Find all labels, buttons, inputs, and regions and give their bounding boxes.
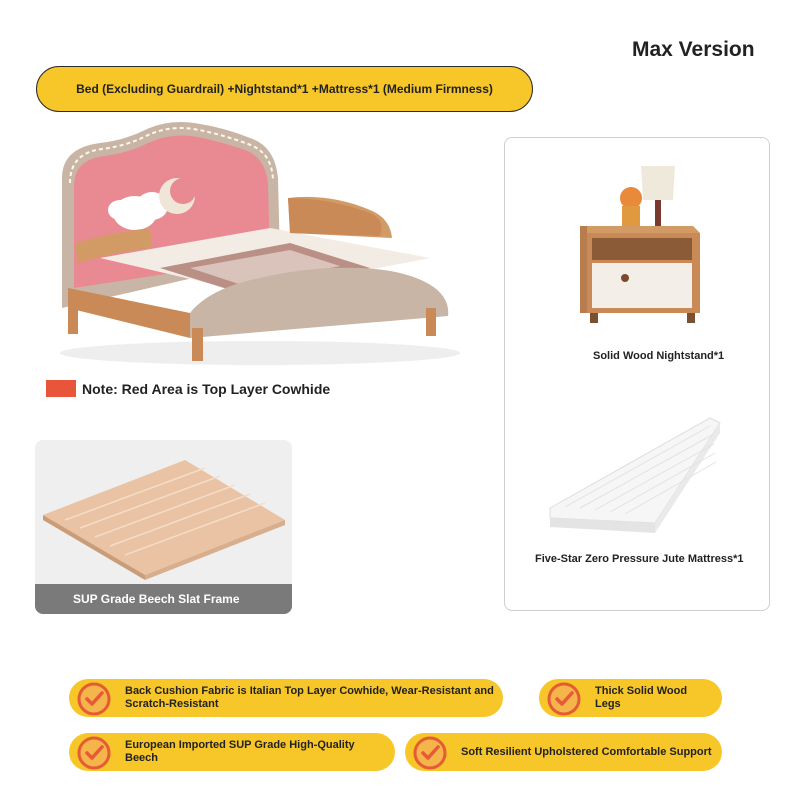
nightstand-image bbox=[505, 138, 771, 338]
cowhide-swatch bbox=[46, 380, 76, 397]
slat-frame-card bbox=[35, 440, 292, 614]
bed-image bbox=[40, 118, 470, 368]
slat-frame-caption: SUP Grade Beech Slat Frame bbox=[35, 584, 292, 614]
check-badge-icon bbox=[77, 736, 111, 770]
check-badge-icon bbox=[77, 682, 111, 716]
note-text: Note: Red Area is Top Layer Cowhide bbox=[82, 380, 331, 397]
feature-cowhide bbox=[69, 679, 503, 717]
included-items-card bbox=[504, 137, 770, 611]
feature-support bbox=[405, 733, 722, 771]
mattress-caption: Five-Star Zero Pressure Jute Mattress*1 bbox=[535, 553, 744, 565]
feature-label: Back Cushion Fabric is Italian Top Layer Cowhide, Wear-Resistant and Scratch-Resistant bbox=[125, 685, 494, 710]
check-badge-icon bbox=[547, 682, 581, 716]
feature-legs bbox=[539, 679, 722, 717]
feature-label: Thick Solid Wood Legs bbox=[595, 685, 688, 710]
package-label: Bed (Excluding Guardrail) +Nightstand*1 +Mattress*1 (Medium Firmness) bbox=[76, 82, 493, 96]
slat-frame-image bbox=[35, 440, 292, 584]
package-banner bbox=[36, 66, 533, 112]
note-row bbox=[46, 380, 330, 397]
mattress-image bbox=[505, 413, 771, 543]
feature-beech bbox=[69, 733, 395, 771]
feature-label: Soft Resilient Upholstered Comfortable Support bbox=[461, 745, 712, 758]
version-title: Max Version bbox=[632, 38, 755, 61]
nightstand-caption: Solid Wood Nightstand*1 bbox=[593, 350, 725, 362]
feature-label: European Imported SUP Grade High-Quality Beech bbox=[125, 739, 355, 764]
check-badge-icon bbox=[413, 736, 447, 770]
